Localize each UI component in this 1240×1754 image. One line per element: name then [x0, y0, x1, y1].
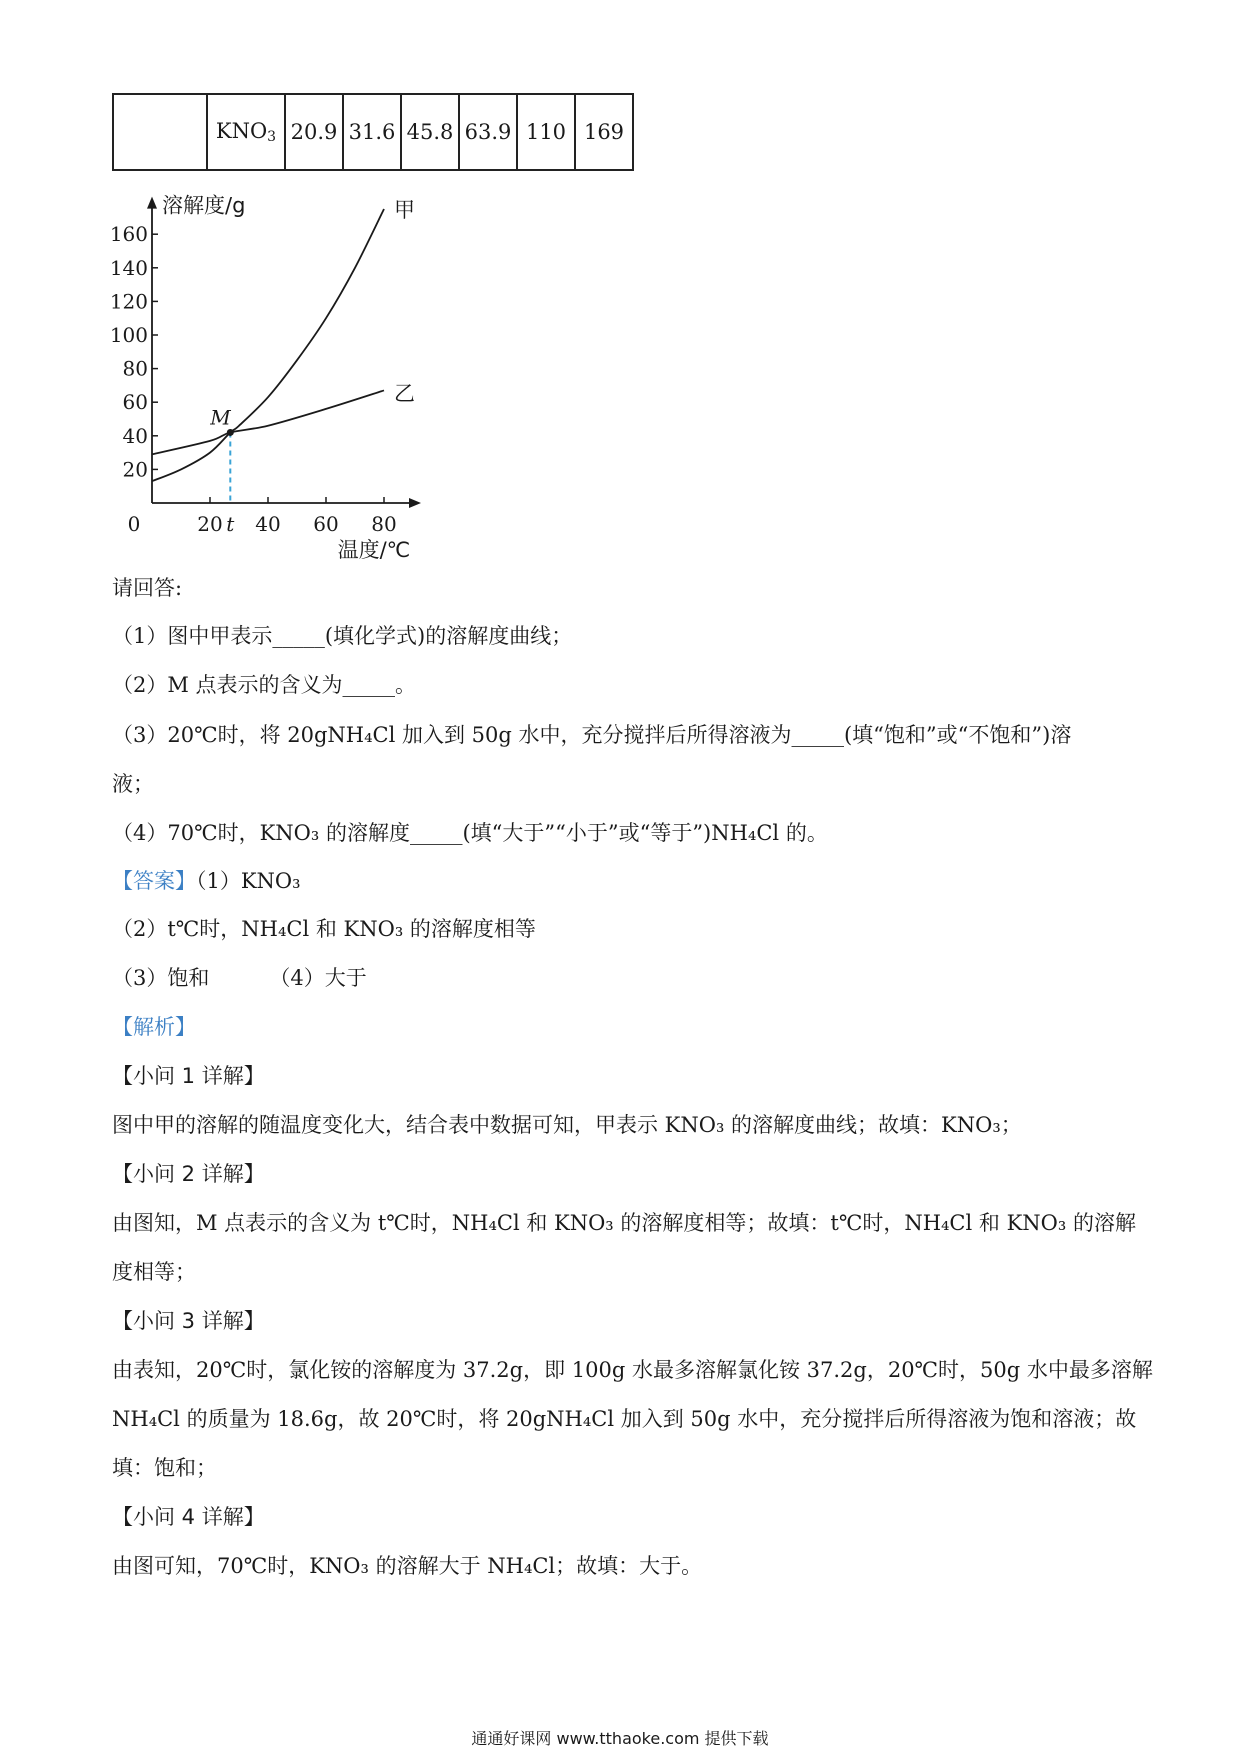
y-tick-label: 100: [109, 323, 148, 347]
question-2: （2）M 点表示的含义为_____。: [112, 673, 417, 697]
y-axis-label: 溶解度/g: [162, 193, 246, 218]
y-tick-label: 20: [122, 457, 148, 482]
analysis-paragraph-1: 图中甲的溶解的随温度变化大，结合表中数据可知，甲表示 KNO₃ 的溶解度曲线；故填：KNO₃；: [112, 1113, 1022, 1137]
answer-1: （1）KNO₃: [196, 869, 301, 893]
value-cell: 31.6: [343, 94, 401, 170]
table-row: [113, 94, 633, 170]
value-cell: 110: [517, 94, 575, 170]
x-tick-label: 60: [313, 512, 339, 536]
temperature-marker-label: t: [226, 512, 235, 536]
series-line: [152, 209, 384, 481]
analysis-heading-1: 【小问 1 详解】: [112, 1064, 265, 1088]
answer-tag: 【答案】: [112, 869, 196, 893]
footer-watermark: 通通好课网 www.tthaoke.com 提供下载: [471, 1729, 769, 1748]
answer-4: （4）大于: [269, 966, 367, 990]
intersection-point: [227, 429, 234, 436]
substance-cell: $KNO_3$: [207, 94, 285, 170]
value-cell: 63.9: [459, 94, 517, 170]
analysis-heading-4: 【小问 4 详解】: [112, 1505, 265, 1529]
y-axis-arrow: [147, 197, 157, 209]
point-label: M: [210, 405, 231, 430]
x-tick-label: 80: [371, 512, 397, 536]
question-3-line-1: （3）20℃时，将 20gNH₄Cl 加入到 50g 水中，充分搅拌后所得溶液为_____(填“饱和”或“不饱和”)溶: [112, 723, 1072, 747]
x-tick-label: 20: [197, 512, 223, 536]
x-axis-arrow: [409, 498, 421, 508]
solubility-table: [112, 93, 634, 171]
y-tick-label: 140: [109, 255, 148, 280]
answer-line-3: [112, 963, 367, 993]
value-cell: 20.9: [285, 94, 343, 170]
y-tick-label: 60: [122, 390, 148, 415]
analysis-paragraph-2-line-1: 由图知，M 点表示的含义为 t℃时，NH₄Cl 和 KNO₃ 的溶解度相等；故填：t℃时，NH₄Cl 和 KNO₃ 的溶解: [112, 1211, 1136, 1235]
y-tick-label: 40: [122, 423, 148, 448]
analysis-paragraph-2-line-2: 度相等；: [112, 1260, 196, 1284]
value-cell: 45.8: [401, 94, 459, 170]
x-axis-label: 温度/℃: [337, 538, 411, 560]
answer-2: （2）t℃时，NH₄Cl 和 KNO₃ 的溶解度相等: [112, 917, 536, 941]
y-tick-label: 80: [122, 356, 148, 381]
row-label-cell: [113, 94, 207, 170]
analysis-heading-3: 【小问 3 详解】: [112, 1309, 265, 1333]
analysis-heading-2: 【小问 2 详解】: [112, 1162, 265, 1186]
analysis-paragraph-4: 由图可知，70℃时，KNO₃ 的溶解大于 NH₄Cl；故填：大于。: [112, 1554, 703, 1578]
series-line: [152, 390, 384, 454]
analysis-paragraph-3-line-1: 由表知，20℃时，氯化铵的溶解度为 37.2g，即 100g 水最多溶解氯化铵 37.2g，20℃时，50g 水中最多溶解: [112, 1358, 1153, 1382]
answer-line-1: [112, 866, 301, 896]
series-label: 乙: [394, 381, 415, 406]
analysis-tag: 【解析】: [112, 1015, 196, 1039]
question-intro: 请回答:: [112, 576, 183, 600]
analysis-paragraph-3-line-3: 填：饱和；: [112, 1456, 217, 1480]
series-label: 甲: [394, 198, 415, 222]
analysis-paragraph-3-line-2: NH₄Cl 的质量为 18.6g，故 20℃时，将 20gNH₄Cl 加入到 50g 水中，充分搅拌后所得溶液为饱和溶液；故: [112, 1407, 1137, 1431]
y-tick-label: 160: [109, 222, 148, 247]
x-tick-label: 40: [255, 512, 281, 536]
question-1: （1）图中甲表示_____(填化学式)的溶解度曲线；: [112, 624, 573, 648]
question-4: （4）70℃时，KNO₃ 的溶解度_____(填“大于”“小于”或“等于”)NH₄Cl 的。: [112, 821, 828, 845]
y-tick-label: 120: [109, 289, 148, 314]
value-cell: 169: [575, 94, 633, 170]
x-tick-label: 0: [127, 512, 141, 536]
solubility-chart: [100, 170, 460, 560]
question-3-line-2: 液；: [112, 772, 154, 796]
answer-3: （3）饱和: [112, 966, 210, 990]
